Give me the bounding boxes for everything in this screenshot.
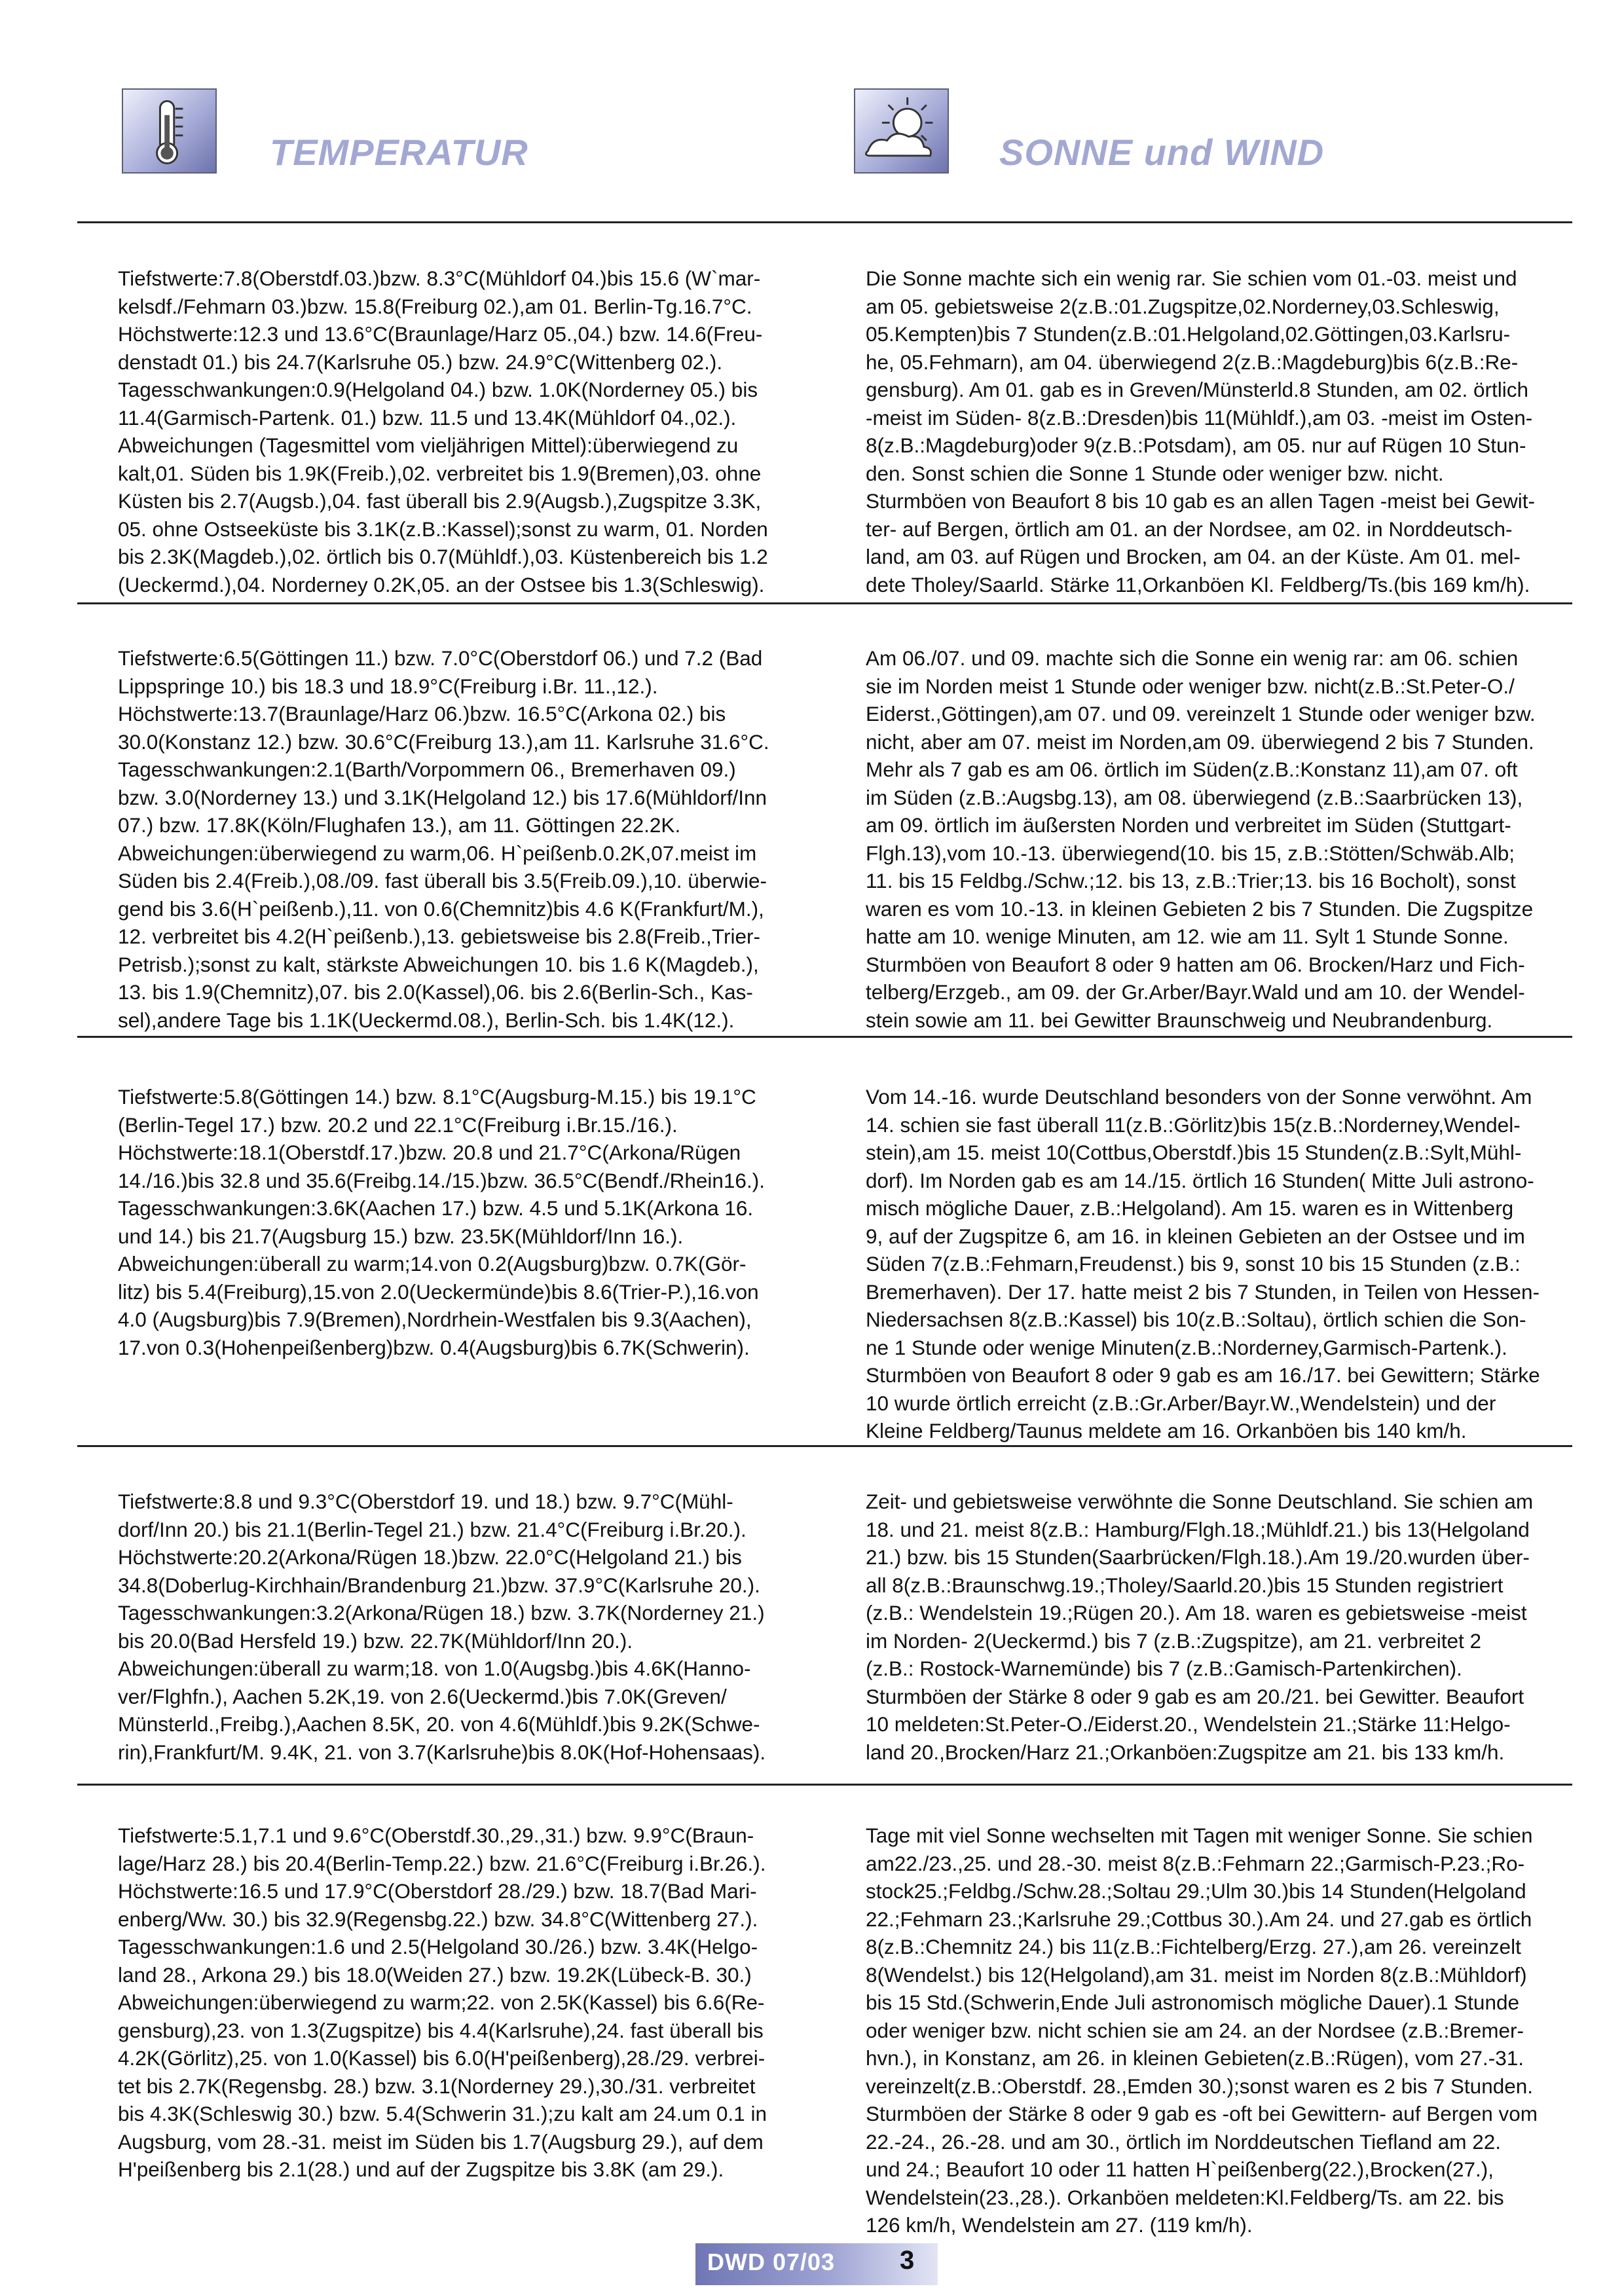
sun-cloud-icon — [854, 88, 949, 174]
sun-wind-text-3: Vom 14.-16. wurde Deutschland besonders von der Sonne verwöhnt. Am 14. schien sie fast überall 11(z.B.:Görlitz)bis 15(z.B.:Norderney,Wendel- stein),am 15. meist 10(Cottbus,Oberstdf.)bis 15 Stunden(z.B.:Sylt,Mühl- dorf). Im Norden gab es am 14./15. örtlich 16 Stunden( Mitte Juli astrono- misch mögliche Dauer, z.B.:Helgoland). Am 15. waren es in Wittenberg 9, auf der Zugspitze 6, am 16. in kleinen Gebieten an der Ostsee und im Süden 7(z.B.:Fehmarn,Freudenst.) bis 9, sonst 10 bis 15 Stunden (z.B.: Bremerhaven). Der 17. hatte meist 2 bis 7 Stunden, in Teilen von Hessen- Niedersachsen 8(z.B.:Kassel) bis 10(z.B.:Soltau), örtlich schien die Son- ne 1 Stunde oder wenige Minuten(z.B.:Norderney,Garmisch-Partenk.). Sturmböen von Beaufort 8 oder 9 gab es am 16./17. bei Gewittern; Stärke 10 wurde örtlich erreicht (z.B.:Gr.Arber/Bayr.W.,Wendelstein) und der Kleine Feldberg/Taunus meldete am 16. Orkanböen bis 140 km/h. — [866, 1085, 1540, 1442]
sun-wind-title: SONNE und WIND — [999, 132, 1325, 173]
section-divider-1 — [77, 602, 1572, 604]
temperature-title: TEMPERATUR — [270, 132, 528, 173]
sun-wind-text-5: Tage mit viel Sonne wechselten mit Tagen mit weniger Sonne. Sie schien am22./23.,25. und 28.-30. meist 8(z.B.:Fehmarn 22.;Garmisch-P.23.;Ro- stock25.;Feldbg./Schw.28.;Soltau 29.;Ulm 30.)bis 14 Stunden(Helgoland 22.;Fehmarn 23.;Karlsruhe 29.;Cottbus 30.).Am 24. und 27.gab es örtlich 8(z.B.:Chemnitz 24.) bis 11(z.B.:Fichtelberg/Erzg. 27.),am 26. vereinzelt 8(Wendelst.) bis 12(Helgoland),am 31. meist im Norden 8(z.B.:Mühldorf) bis 15 Std.(Schwerin,Ende Juli astronomisch mögliche Dauer).1 Stunde oder weniger bzw. nicht schien sie am 24. an der Nordsee (z.B.:Bremer- hvn.), in Konstanz, am 26. in kleinen Gebieten(z.B.:Rügen), vom 27.-31. vereinzelt(z.B.:Oberstdf. 28.,Emden 30.);sonst waren es 2 bis 7 Stunden. Sturmböen der Stärke 8 oder 9 gab es -oft bei Gewittern- auf Bergen vom 22.-24., 26.-28. und am 30., örtlich im Norddeutschen Tiefland am 22. und 24.; Beaufort 10 oder 11 hatten H`peißenberg(22.),Brocken(27.), Wendelstein(23.,28.). Orkanböen meldeten:Kl.Feldberg/Ts. am 22. bis 126 km/h, Wendelstein am 27. (119 km/h). — [866, 1824, 1538, 2237]
section-divider-3 — [77, 1445, 1572, 1447]
sun-wind-text-4: Zeit- und gebietsweise verwöhnte die Sonne Deutschland. Sie schien am 18. und 21. meist 8(z.B.: Hamburg/Flgh.18.;Mühldf.21.) bis 13(Helgoland 21.) bzw. bis 15 Stunden(Saarbrücken/Flgh.18.).Am 19./20.wurden über- all 8(z.B.:Braunschwg.19.;Tholey/Saarld.20.)bis 15 Stunden registriert (z.B.: Wendelstein 19.;Rügen 20.). Am 18. waren es gebietsweise -meist im Norden- 2(Ueckermd.) bis 7 (z.B.:Zugspitze), am 21. verbreitet 2 (z.B.: Rostock-Warnemünde) bis 7 (z.B.:Gamisch-Partenkirchen). Sturmböen der Stärke 8 oder 9 gab es am 20./21. bei Gewitter. Beaufort 10 meldeten:St.Peter-O./Eiderst.20., Wendelstein 21.;Stärke 11:Helgo- land 20.,Brocken/Harz 21.;Orkanböen:Zugspitze am 21. bis 133 km/h. — [866, 1490, 1534, 1764]
thermometer-icon — [122, 88, 217, 174]
section-divider-4 — [77, 1784, 1572, 1786]
temperature-text-3: Tiefstwerte:5.8(Göttingen 14.) bzw. 8.1°C(Augsburg-M.15.) bis 19.1°C (Berlin-Tegel 17.) bzw. 20.2 und 22.1°C(Freiburg i.Br.15./16.). Höchstwerte:18.1(Oberstdf.17.)bzw. 20.8 und 21.7°C(Arkona/Rügen 14./16.)bis 32.8 und 35.6(Freibg.14./15.)bzw. 36.5°C(Bendf./Rhein16.). Tagesschwankungen:3.6K(Aachen 17.) bzw. 4.5 und 5.1K(Arkona 16. und 14.) bis 21.7(Augsburg 15.) bzw. 23.5K(Mühldorf/Inn 16.). Abweichungen:überall zu warm;14.von 0.2(Augsburg)bzw. 0.7K(Gör- litz) bis 5.4(Freiburg),15.von 2.0(Ueckermünde)bis 8.6(Trier-P.),16.von 4.0 (Augsburg)bis 7.9(Bremen),Nordrhein-Westfalen bis 9.3(Aachen), 17.von 0.3(Hohenpeißenberg)bzw. 0.4(Augsburg)bis 6.7K(Schwerin). — [118, 1085, 765, 1359]
temperature-text-2: Tiefstwerte:6.5(Göttingen 11.) bzw. 7.0°C(Oberstdorf 06.) und 7.2 (Bad Lippspringe 10.) bis 18.3 und 18.9°C(Freiburg i.Br. 11.,12.). Höchstwerte:13.7(Braunlage/Harz 06.)bzw. 16.5°C(Arkona 02.) bis 30.0(Konstanz 12.) bzw. 30.6°C(Freiburg 13.),am 11. Karlsruhe 31.6°C. Tagesschwankungen:2.1(Barth/Vorpommern 06., Bremerhaven 09.) bzw. 3.0(Norderney 13.) und 3.1K(Helgoland 12.) bis 17.6(Mühldorf/Inn 07.) bzw. 17.8K(Köln/Flughafen 13.), am 11. Göttingen 22.2K. Abweichungen:überwiegend zu warm,06. H`peißenb.0.2K,07.meist im Süden bis 2.4(Freib.),08./09. fast überall bis 3.5(Freib.09.),10. überwie- gend bis 3.6(H`peißenb.),11. von 0.6(Chemnitz)bis 4.6 K(Frankfurt/M.), 12. verbreitet bis 4.2(H`peißenb.),13. gebietsweise bis 2.8(Freib.,Trier- Petrisb.);sonst zu kalt, stärkste Abweichungen 10. bis 1.6 K(Magdeb.), 13. bis 1.9(Chemnitz),07. bis 2.0(Kassel),06. bis 2.6(Berlin-Sch., Kas- sel),andere Tage bis 1.1K(Ueckermd.08.), Berlin-Sch. bis 1.4K(12.). — [118, 646, 769, 1032]
footer-issue: DWD 07/03 — [707, 2249, 836, 2275]
temperature-text-5: Tiefstwerte:5.1,7.1 und 9.6°C(Oberstdf.30.,29.,31.) bzw. 9.9°C(Braun- lage/Harz 28.) bis 20.4(Berlin-Temp.22.) bzw. 21.6°C(Freiburg i.Br.26.). Höchstwerte:16.5 und 17.9°C(Oberstdorf 28./29.) bzw. 18.7(Bad Mari- enberg/Ww. 30.) bis 32.9(Regensbg.22.) bzw. 34.8°C(Wittenberg 27.). Tagesschwankungen:1.6 und 2.5(Helgoland 30./26.) bzw. 3.4K(Helgo- land 28., Arkona 29.) bis 18.0(Weiden 27.) bzw. 19.2K(Lübeck-B. 30.) Abweichungen:überwiegend zu warm;22. von 2.5K(Kassel) bis 6.6(Re- gensburg),23. von 1.3(Zugspitze) bis 4.4(Karlsruhe),24. fast überall bis 4.2K(Görlitz),25. von 1.0(Kassel) bis 6.0(H'peißenberg),28./29. verbrei- tet bis 2.7K(Regensbg. 28.) bzw. 3.1(Norderney 29.),30./31. verbreitet bis 4.3K(Schleswig 30.) bzw. 5.4(Schwerin 31.);zu kalt am 24.um 0.1 in Augsburg, vom 28.-31. meist im Süden bis 1.7(Augsburg 29.), auf dem H'peißenberg bis 2.1(28.) und auf der Zugspitze bis 3.8K (am 29.). — [118, 1824, 767, 2181]
sun-wind-text-1: Die Sonne machte sich ein wenig rar. Sie schien vom 01.-03. meist und am 05. gebietsweise 2(z.B.:01.Zugspitze,02.Norderney,03.Schleswig, 05.Kempten)bis 7 Stunden(z.B.:01.Helgoland,02.Göttingen,03.Karlsru- he, 05.Fehmarn), am 04. überwiegend 2(z.B.:Magdeburg)bis 6(z.B.:Re- gensburg). Am 01. gab es in Greven/Münsterld.8 Stunden, am 02. örtlich -meist im Süden- 8(z.B.:Dresden)bis 11(Mühldf.),am 03. -meist im Osten- 8(z.B.:Magdeburg)oder 9(z.B.:Potsdam), am 05. nur auf Rügen 10 Stun- den. Sonst schien die Sonne 1 Stunde oder weniger bzw. nicht. Sturmböen von Beaufort 8 bis 10 gab es an allen Tagen -meist bei Gewit- ter- auf Bergen, örtlich am 01. an der Nordsee, am 02. in Norddeutsch- land, am 03. auf Rügen und Brocken, am 04. an der Küste. Am 01. mel- dete Tholey/Saarld. Stärke 11,Orkanböen Kl. Feldberg/Ts.(bis 169 km/h). — [866, 266, 1536, 597]
header-rule — [77, 221, 1572, 223]
page-number: 3 — [900, 2246, 915, 2275]
temperature-text-1: Tiefstwerte:7.8(Oberstdf.03.)bzw. 8.3°C(Mühldorf 04.)bis 15.6 (W`mar- kelsdf./Fehmarn 03.)bzw. 15.8(Freiburg 02.),am 01. Berlin-Tg.16.7°C. Höchstwerte:12.3 und 13.6°C(Braunlage/Harz 05.,04.) bzw. 14.6(Freu- denstadt 01.) bis 24.7(Karlsruhe 05.) bzw. 24.9°C(Wittenberg 02.). Tagesschwankungen:0.9(Helgoland 04.) bzw. 1.0K(Norderney 05.) bis 11.4(Garmisch-Partenk. 01.) bzw. 11.5 und 13.4K(Mühldorf 04.,02.). Abweichungen (Tagesmittel vom vieljährigen Mittel):überwiegend zu kalt,01. Süden bis 1.9K(Freib.),02. verbreitet bis 1.9(Bremen),03. ohne Küsten bis 2.7(Augsb.),04. fast überall bis 2.9(Augsb.),Zugspitze 3.3K, 05. ohne Ostseeküste bis 3.1K(z.B.:Kassel);sonst zu warm, 01. Norden bis 2.3K(Magdeb.),02. örtlich bis 0.7(Mühldf.),03. Küstenbereich bis 1.2 (Ueckermd.),04. Norderney 0.2K,05. an der Ostsee bis 1.3(Schleswig). — [118, 266, 768, 597]
temperature-text-4: Tiefstwerte:8.8 und 9.3°C(Oberstdorf 19. und 18.) bzw. 9.7°C(Mühl- dorf/Inn 20.) bis 21.1(Berlin-Tegel 21.) bzw. 21.4°C(Freiburg i.Br.20.). Höchstwerte:20.2(Arkona/Rügen 18.)bzw. 22.0°C(Helgoland 21.) bis 34.8(Doberlug-Kirchhain/Brandenburg 21.)bzw. 37.9°C(Karlsruhe 20.). Tagesschwankungen:3.2(Arkona/Rügen 18.) bzw. 3.7K(Norderney 21.) bis 20.0(Bad Hersfeld 19.) bzw. 22.7K(Mühldorf/Inn 20.). Abweichungen:überall zu warm;18. von 1.0(Augsbg.)bis 4.6K(Hanno- ver/Flghfn.), Aachen 5.2K,19. von 2.6(Ueckermd.)bis 7.0K(Greven/ Münsterld.,Freibg.),Aachen 8.5K, 20. von 4.6(Mühldf.)bis 9.2K(Schwe- rin),Frankfurt/M. 9.4K, 21. von 3.7(Karlsruhe)bis 8.0K(Hof-Hohensaas). — [118, 1490, 766, 1764]
section-divider-2 — [77, 1036, 1572, 1038]
sun-wind-text-2: Am 06./07. und 09. machte sich die Sonne ein wenig rar: am 06. schien sie im Norden meist 1 Stunde oder weniger bzw. nicht(z.B.:St.Peter-O./ Eiderst.,Göttingen),am 07. und 09. vereinzelt 1 Stunde oder weniger bzw. nicht, aber am 07. meist im Norden,am 09. überwiegend 2 bis 7 Stunden. Mehr als 7 gab es am 06. örtlich im Süden(z.B.:Konstanz 11),am 07. oft im Süden (z.B.:Augsbg.13), am 08. überwiegend (z.B.:Saarbrücken 13), am 09. örtlich im äußersten Norden und verbreitet im Süden (Stuttgart- Flgh.13),vom 10.-13. überwiegend(10. bis 15, z.B.:Stötten/Schwäb.Alb; 11. bis 15 Feldbg./Schw.;12. bis 13, z.B.:Trier;13. bis 16 Bocholt), sonst waren es vom 10.-13. in kleinen Gebieten 2 bis 7 Stunden. Die Zugspitze hatte am 10. wenige Minuten, am 12. wie am 11. Sylt 1 Stunde Sonne. Sturmböen von Beaufort 8 oder 9 hatten am 06. Brocken/Harz und Fich- telberg/Erzgeb., am 09. der Gr.Arber/Bayr.Wald und am 10. der Wendel- stein sowie am 11. bei Gewitter Braunschweig und Neubrandenburg. — [866, 646, 1536, 1032]
